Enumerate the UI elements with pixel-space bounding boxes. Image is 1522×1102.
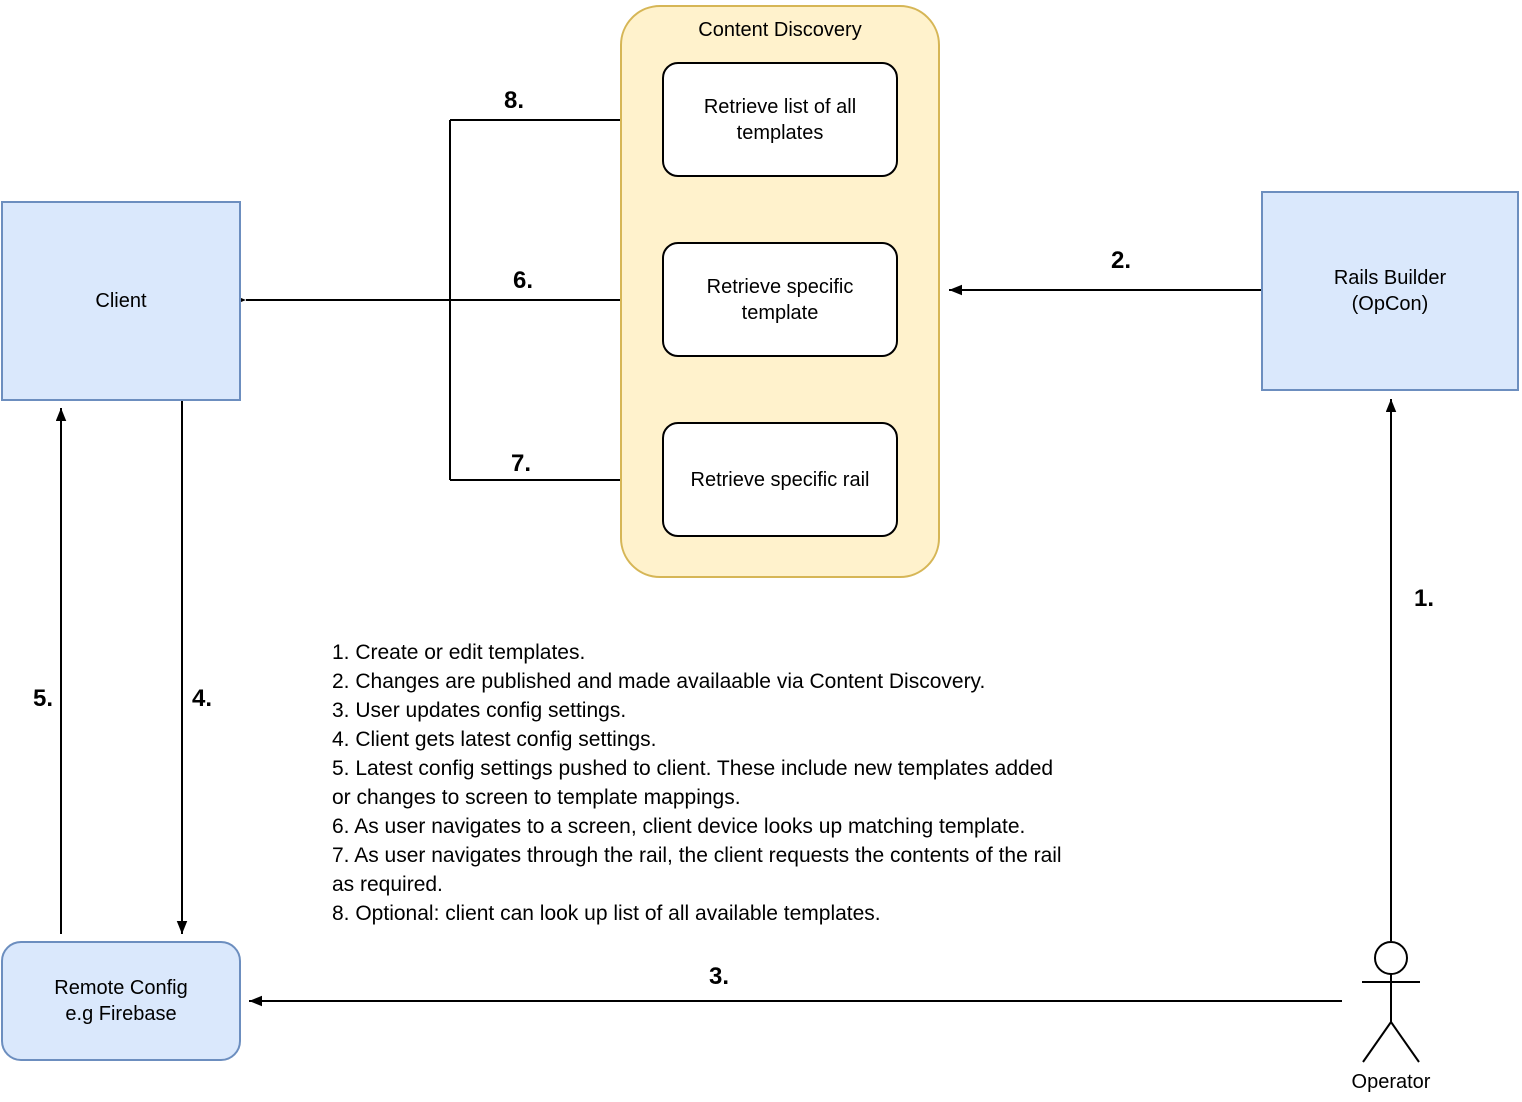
arrow-label-2: 2. xyxy=(1110,247,1132,274)
node-retrieve-specific-rail xyxy=(662,422,898,537)
node-client xyxy=(1,201,241,401)
steps-line: 5. Latest config settings pushed to client. These include new templates added xyxy=(332,757,1054,780)
node-retrieve-specific-template xyxy=(662,242,898,357)
steps-line: 2. Changes are published and made availaable via Content Discovery. xyxy=(332,670,986,693)
node-label-line1: Remote Config xyxy=(54,977,188,999)
steps-line: or changes to screen to template mappings. xyxy=(332,786,741,809)
arrow-label-1: 1. xyxy=(1413,585,1435,612)
steps-line: as required. xyxy=(332,873,443,896)
steps-line: 8. Optional: client can look up list of all available templates. xyxy=(332,902,881,925)
arrow-label-7: 7. xyxy=(510,450,532,477)
node-label: Retrieve specific template xyxy=(706,275,854,324)
operator-leg-right xyxy=(1391,1022,1419,1062)
steps-line: 6. As user navigates to a screen, client device looks up matching template. xyxy=(332,815,1026,838)
node-label: Client xyxy=(95,290,147,312)
node-label-line2: (OpCon) xyxy=(1351,293,1429,315)
node-remote-config xyxy=(1,941,241,1061)
node-retrieve-list-of-all-templates xyxy=(662,62,898,177)
arrow-label-3: 3. xyxy=(708,963,730,990)
steps-text-block xyxy=(332,638,1062,928)
steps-line: 1. Create or edit templates. xyxy=(332,641,586,664)
node-label-line2: e.g Firebase xyxy=(65,1003,177,1025)
operator-label: Operator xyxy=(1351,1071,1431,1093)
steps-line: 7. As user navigates through the rail, the client requests the contents of the rail xyxy=(332,844,1062,867)
arrow-label-4: 4. xyxy=(191,685,213,712)
operator-leg-left xyxy=(1363,1022,1391,1062)
arrow-label-6: 6. xyxy=(512,267,534,294)
steps-line: 4. Client gets latest config settings. xyxy=(332,728,657,751)
operator-icon xyxy=(1362,942,1420,1062)
node-rails-builder xyxy=(1261,191,1519,391)
operator-head xyxy=(1375,942,1407,974)
arrow-label-5: 5. xyxy=(32,685,54,712)
arrow-label-8: 8. xyxy=(503,87,525,114)
node-label: Retrieve list of all templates xyxy=(703,95,857,144)
node-label: Retrieve specific rail xyxy=(690,468,870,491)
content-discovery-title: Content Discovery xyxy=(698,19,862,41)
steps-line: 3. User updates config settings. xyxy=(332,699,627,722)
node-label-line1: Rails Builder xyxy=(1333,267,1447,289)
